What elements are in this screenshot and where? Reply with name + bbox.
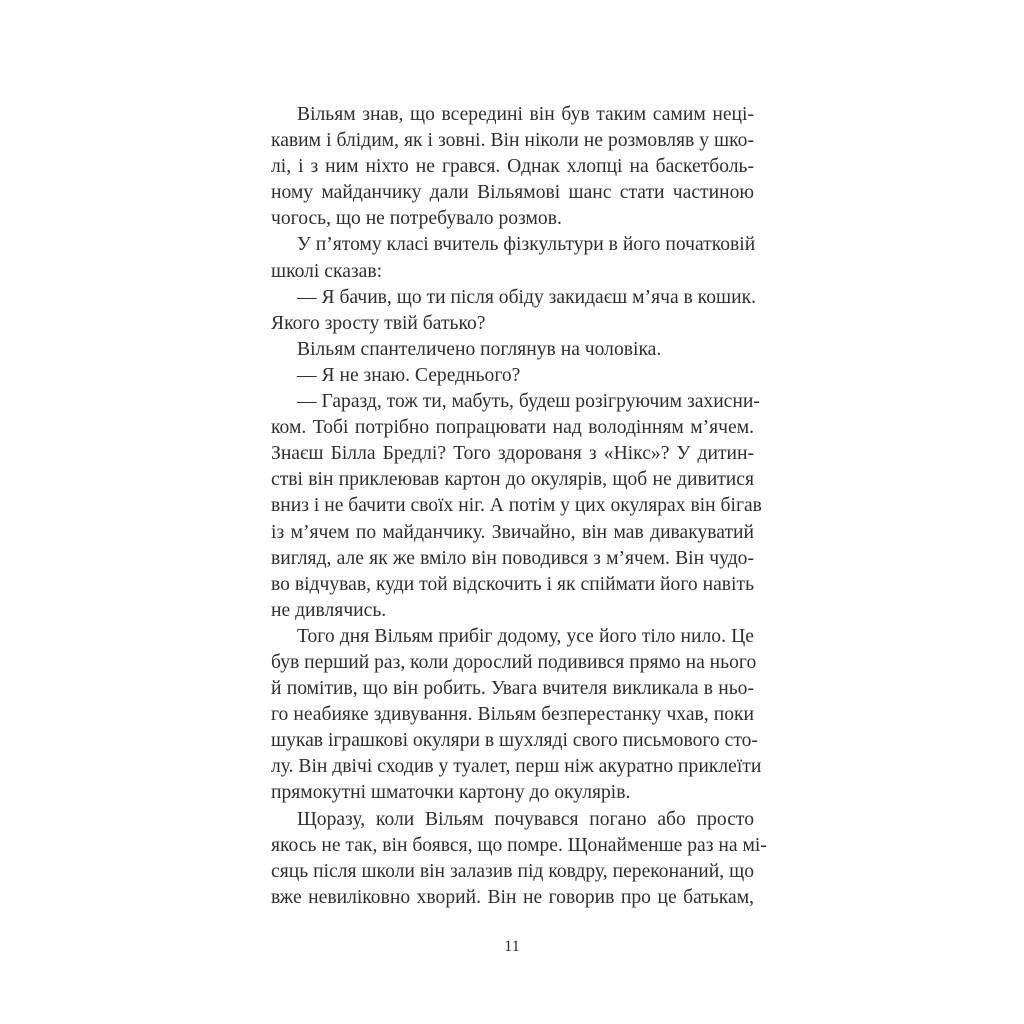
text-line: вже невиліковно хворий. Він не говорив про це батькам, [271, 886, 754, 908]
text-line: Знаєш Білла Бредлі? Того здорованя з «Нікс»? У дитин- [271, 443, 754, 465]
text-line: — Гаразд, тож ти, мабуть, будеш розігруючим захисни- [297, 391, 760, 413]
body-text [271, 102, 767, 911]
text-line: Вільям знав, що всередині він був таким самим неці- [297, 104, 754, 125]
text-line: й помітив, що він робить. Увага вчителя викликала в ньо- [271, 678, 754, 700]
text-line: якось не так, він боявся, що помре. Щонайменше раз на мі- [271, 834, 767, 856]
text-line: — Я не знаю. Середнього? [297, 364, 521, 386]
text-line: прямокутні шматочки картону до окулярів. [271, 782, 631, 804]
text-line: У п’ятому класі вчитель фізкультури в його початковій [297, 234, 756, 256]
text-line: був перший раз, коли дорослий подивився прямо на нього [271, 651, 757, 673]
text-line: Якого зросту твій батько? [271, 312, 486, 334]
text-line: стві він приклеював картон до окулярів, щоб не дивитися [271, 469, 754, 491]
text-line: сяць після школи він залазив під ковдру, переконаний, що [271, 860, 754, 882]
text-line: — Я бачив, що ти після обіду закидаєш м’яча в кошик. [297, 286, 756, 308]
text-line: Щоразу, коли Вільям почувався погано або просто [297, 808, 754, 830]
text-line: Вільям спантеличено поглянув на чоловіка. [297, 338, 662, 360]
text-line: ному майданчику дали Вільямові шанс стати частиною [271, 182, 754, 204]
text-line: вигляд, але як же вміло він поводився з м’ячем. Він чудо- [271, 547, 754, 569]
text-line: го неабияке здивування. Вільям безперестанку чхав, поки [271, 704, 754, 726]
text-line: Того дня Вільям прибіг додому, усе його тіло нило. Це [297, 625, 754, 647]
text-line: школі сказав: [271, 260, 383, 282]
text-line: кавим і блідим, як і зовні. Він ніколи не розмовляв у шко- [271, 130, 754, 152]
text-line: із м’ячем по майданчику. Звичайно, він мав дивакуватий [271, 521, 754, 543]
text-line: во відчував, куди той відскочить і як спіймати його навіть [271, 573, 754, 595]
text-line: лі, і з ним ніхто не грався. Однак хлопці на баскетболь- [271, 156, 754, 178]
text-line: не дивлячись. [271, 599, 387, 621]
text-line: шукав іграшкові окуляри в шухляді свого письмового сто- [271, 730, 758, 752]
text-line: чогось, що не потребувало розмов. [271, 208, 562, 230]
page-number: 11 [504, 938, 520, 955]
text-line: лу. Він двічі сходив у туалет, перш ніж акуратно приклеїти [271, 756, 762, 778]
text-line: ком. Тобі потрібно попрацювати над володінням м’ячем. [271, 417, 754, 439]
text-line: вниз і не бачити своїх ніг. А потім у цих окулярах він бігав [271, 495, 762, 517]
